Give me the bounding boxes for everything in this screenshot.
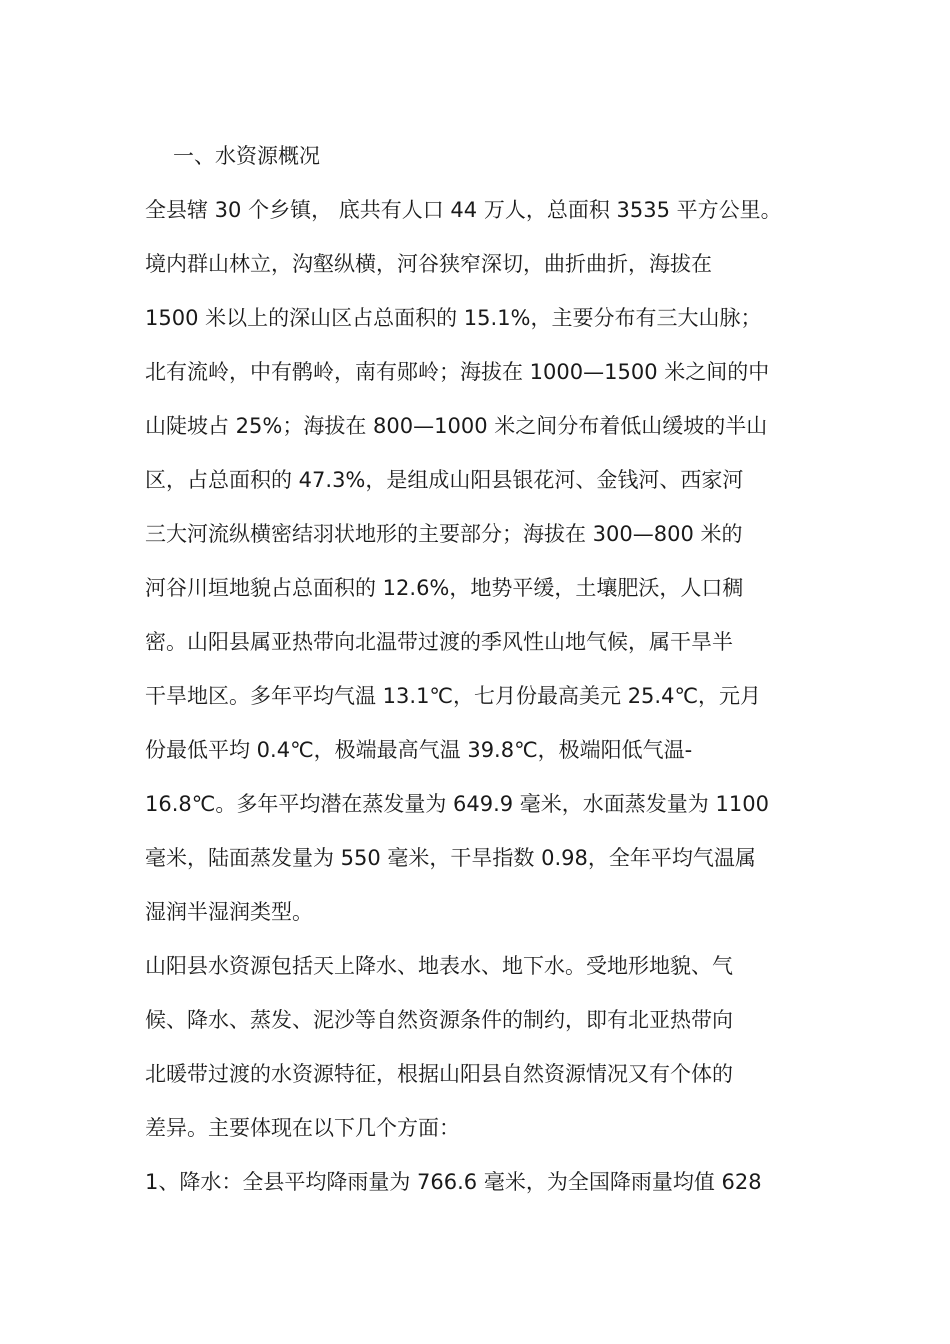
text-line: 候、降水、蒸发、泥沙等自然资源条件的制约，即有北亚热带向 [145,1008,733,1032]
text-line: 1500 米以上的深山区占总面积的 15.1%，主要分布有三大山脉； [145,306,762,330]
text-line: 密。山阳县属亚热带向北温带过渡的季风性山地气候，属干旱半 [145,630,733,654]
text-line: 干旱地区。多年平均气温 13.1℃，七月份最高美元 25.4℃，元月 [145,684,762,708]
text-line: 区，占总面积的 47.3%，是组成山阳县银花河、金钱河、西家河 [145,468,744,492]
text-line: 16.8℃。多年平均潜在蒸发量为 649.9 毫米，水面蒸发量为 1100 [145,792,769,816]
text-line: 1、降水：全县平均降雨量为 766.6 毫米，为全国降雨量均值 628 [145,1170,762,1194]
text-line: 全县辖 30 个乡镇， 底共有人口 44 万人，总面积 3535 平方公里。 [145,198,782,222]
text-line: 境内群山林立，沟壑纵横，河谷狭窄深切，曲折曲折，海拔在 [145,252,712,276]
text-line: 差异。主要体现在以下几个方面： [145,1116,460,1140]
text-line: 山阳县水资源包括天上降水、地表水、地下水。受地形地貌、气 [145,954,733,978]
text-line: 湿润半湿润类型。 [145,900,313,924]
text-line: 北暖带过渡的水资源特征，根据山阳县自然资源情况又有个体的 [145,1062,733,1086]
document-body [145,129,815,1209]
text-line: 山陡坡占 25%；海拔在 800—1000 米之间分布着低山缓坡的半山 [145,414,768,438]
text-line: 河谷川垣地貌占总面积的 12.6%，地势平缓，土壤肥沃，人口稠 [145,576,744,600]
text-line: 毫米，陆面蒸发量为 550 毫米，干旱指数 0.98，全年平均气温属 [145,846,756,870]
text-line: 三大河流纵横密结羽状地形的主要部分；海拔在 300—800 米的 [145,522,743,546]
text-line: 份最低平均 0.4℃，极端最高气温 39.8℃，极端阳低气温- [145,738,693,762]
section-heading: 一、水资源概况 [173,144,320,168]
text-line: 北有流岭，中有鹘岭，南有郧岭；海拔在 1000—1500 米之间的中 [145,360,770,384]
